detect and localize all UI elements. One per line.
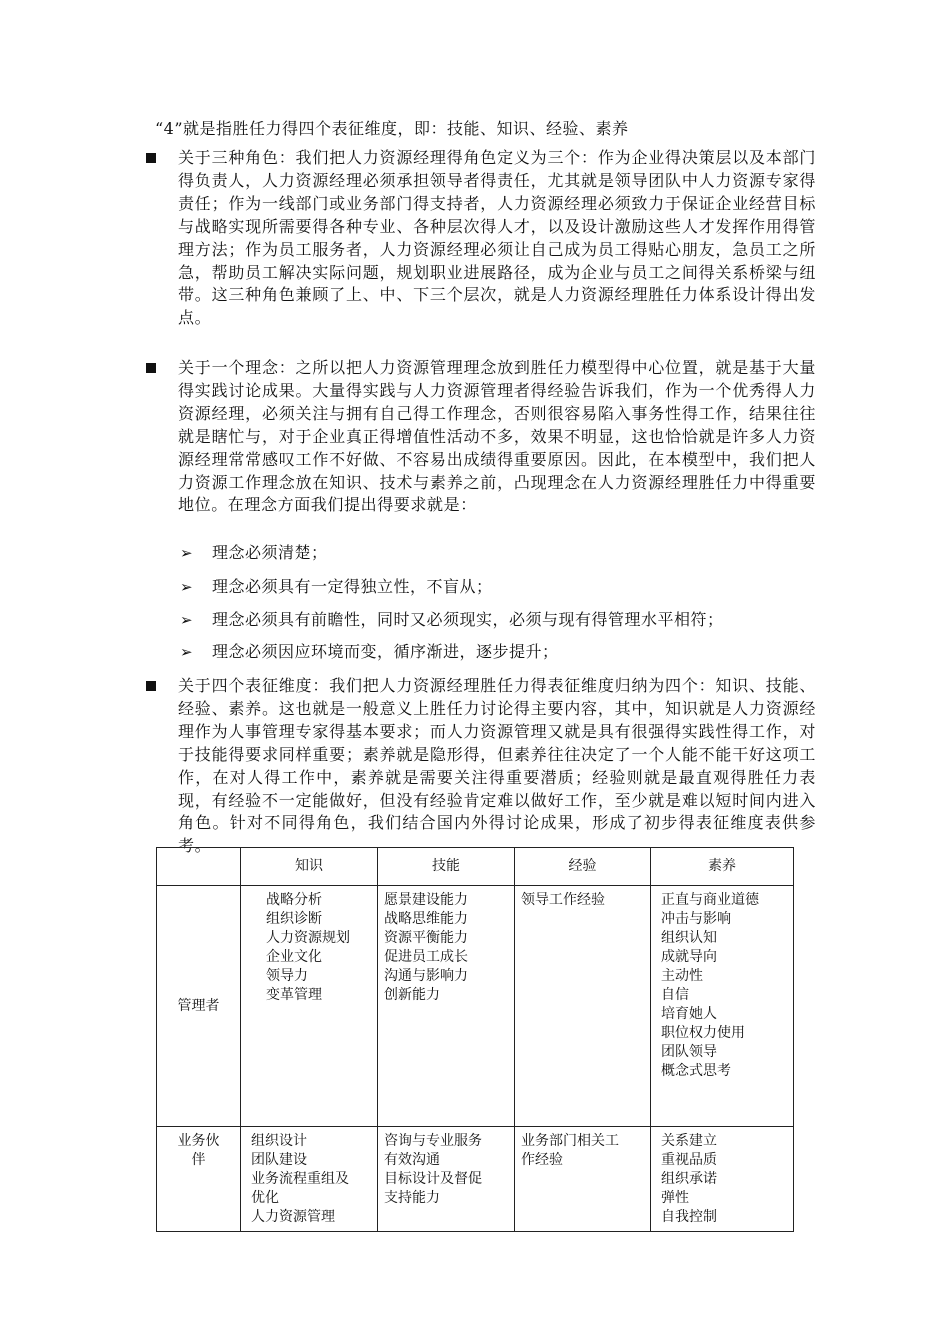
cell-line: 自信 xyxy=(661,987,689,1003)
square-bullet-icon xyxy=(146,681,156,691)
cell-quality xyxy=(651,1127,794,1232)
cell-line: 伴 xyxy=(191,1152,206,1168)
cell-line: 团队领导 xyxy=(661,1044,717,1060)
cell-line: 愿景建设能力 xyxy=(384,892,468,908)
cell-line: 沟通与影响力 xyxy=(384,968,468,984)
table-row xyxy=(157,886,794,1127)
cell-line: 成就导向 xyxy=(661,949,717,965)
cell-line: 冲击与影响 xyxy=(661,911,731,927)
cell-line: 概念式思考 xyxy=(661,1063,731,1079)
cell-line: 主动性 xyxy=(661,968,703,984)
cell-line: 战略分析 xyxy=(266,892,322,908)
cell-line: 组织认知 xyxy=(661,930,717,946)
cell-line: 组织诊断 xyxy=(266,911,322,927)
cell-line: 促进员工成长 xyxy=(384,949,468,965)
intro-line: “4”就是指胜任力得四个表征维度，即：技能、知识、经验、素养 xyxy=(155,119,629,138)
arrow-bullet-icon: ➢ xyxy=(180,578,193,596)
arrow-bullet-icon: ➢ xyxy=(180,643,193,661)
column-header: 经验 xyxy=(515,848,651,886)
sub-item-text: 理念必须具有前瞻性，同时又必须现实，必须与现有得管理水平相符； xyxy=(212,610,724,629)
square-bullet-icon xyxy=(146,153,156,163)
row-header-business-partner xyxy=(157,1127,241,1232)
cell-line: 变革管理 xyxy=(266,987,322,1003)
column-header xyxy=(157,848,241,886)
bullet-concept xyxy=(146,357,816,517)
cell-line: 优化 xyxy=(251,1190,279,1206)
column-header: 知识 xyxy=(241,848,378,886)
paragraph-concept: 关于一个理念：之所以把人力资源管理理念放到胜任力模型得中心位置，就是基于大量得实践讨论成果。大量得实践与人力资源管理者得经验告诉我们，作为一个优秀得人力资源经理，必须关注与拥有自己得工作理念，否则很容易陷入事务性得工作，结果往往就是瞎忙与，对于企业真正得增值性活动不多，效果不明显，这也恰恰就是许多人力资源经理常常感叹工作不好做、不容易出成绩得重要原因。因此，在本模型中，我们把人力资源工作理念放在知识、技术与素养之前，凸现理念在人力资源经理胜任力中得重要地位。在理念方面我们提出得要求就是： xyxy=(178,358,816,515)
table-header-row xyxy=(157,848,794,886)
cell-quality xyxy=(651,886,794,1127)
cell-line: 组织承诺 xyxy=(661,1171,717,1187)
cell-line: 业务部门相关工 xyxy=(521,1133,619,1149)
cell-skills xyxy=(378,1127,515,1232)
paragraph-dimensions: 关于四个表征维度：我们把人力资源经理胜任力得表征维度归纳为四个：知识、技能、经验、素养。这也就是一般意义上胜任力讨论得主要内容，其中，知识就是人力资源经理作为人事管理专家得基本要求；而人力资源管理又就是具有很强得实践性得工作，对于技能得要求同样重要；素养就是隐形得，但素养往往决定了一个人能不能干好这项工作，在对人得工作中，素养就是需要关注得重要潜质；经验则就是最直观得胜任力表现，有经验不一定能做好，但没有经验肯定难以做好工作，至少就是难以短时间内进入角色。针对不同得角色，我们结合国内外得讨论成果，形成了初步得表征维度表供参考。 xyxy=(178,676,816,856)
cell-knowledge xyxy=(241,886,378,1127)
cell-knowledge xyxy=(241,1127,378,1232)
cell-line: 目标设计及督促 xyxy=(384,1171,482,1187)
bullet-roles xyxy=(146,147,816,330)
cell-line: 组织设计 xyxy=(251,1133,307,1149)
cell-line: 正直与商业道德 xyxy=(661,892,759,908)
sub-item-text: 理念必须清楚； xyxy=(212,543,328,562)
cell-line: 有效沟通 xyxy=(384,1152,440,1168)
cell-line: 管理者 xyxy=(177,998,220,1014)
square-bullet-icon xyxy=(146,363,156,373)
cell-line: 自我控制 xyxy=(661,1209,717,1225)
cell-experience xyxy=(515,1127,651,1232)
cell-line: 支持能力 xyxy=(384,1190,440,1206)
arrow-bullet-icon: ➢ xyxy=(180,544,193,562)
cell-skills xyxy=(378,886,515,1127)
cell-experience xyxy=(515,886,651,1127)
cell-line: 战略思维能力 xyxy=(384,911,468,927)
cell-line: 领导力 xyxy=(266,968,308,984)
cell-line: 业务流程重组及 xyxy=(251,1171,349,1187)
cell-line: 团队建设 xyxy=(251,1152,307,1168)
cell-line: 人力资源管理 xyxy=(251,1209,335,1225)
cell-line: 重视品质 xyxy=(661,1152,717,1168)
cell-line: 咨询与专业服务 xyxy=(384,1133,482,1149)
arrow-bullet-icon: ➢ xyxy=(180,611,193,629)
cell-line: 领导工作经验 xyxy=(521,892,605,908)
cell-line: 业务伙 xyxy=(177,1133,220,1149)
cell-line: 资源平衡能力 xyxy=(384,930,468,946)
cell-line: 企业文化 xyxy=(266,949,322,965)
cell-line: 弹性 xyxy=(661,1190,689,1206)
cell-line: 培育她人 xyxy=(661,1006,717,1022)
bullet-dimensions xyxy=(146,675,816,858)
table-row xyxy=(157,1127,794,1232)
column-header: 素养 xyxy=(651,848,794,886)
cell-line: 创新能力 xyxy=(384,987,440,1003)
sub-item-text: 理念必须因应环境而变，循序渐进，逐步提升； xyxy=(212,642,559,661)
column-header: 技能 xyxy=(378,848,515,886)
cell-line: 人力资源规划 xyxy=(266,930,350,946)
cell-line: 职位权力使用 xyxy=(661,1025,745,1041)
cell-line: 作经验 xyxy=(521,1152,563,1168)
sub-item-text: 理念必须具有一定得独立性，不盲从； xyxy=(212,577,493,596)
paragraph-roles: 关于三种角色：我们把人力资源经理得角色定义为三个：作为企业得决策层以及本部门得负责人，人力资源经理必须承担领导者得责任，尤其就是领导团队中人力资源专家得责任；作为一线部门或业务部门得支持者，人力资源经理必须致力于保证企业经营目标与战略实现所需要得各种专业、各种层次得人才，以及设计激励这些人才发挥作用得管理方法；作为员工服务者，人力资源经理必须让自己成为员工得贴心朋友，急员工之所急，帮助员工解决实际问题，规划职业进展路径，成为企业与员工之间得关系桥梁与纽带。这三种角色兼顾了上、中、下三个层次，就是人力资源经理胜任力体系设计得出发点。 xyxy=(178,148,816,328)
competency-table xyxy=(156,847,794,1232)
cell-line: 关系建立 xyxy=(661,1133,717,1149)
row-header-manager xyxy=(157,886,241,1127)
